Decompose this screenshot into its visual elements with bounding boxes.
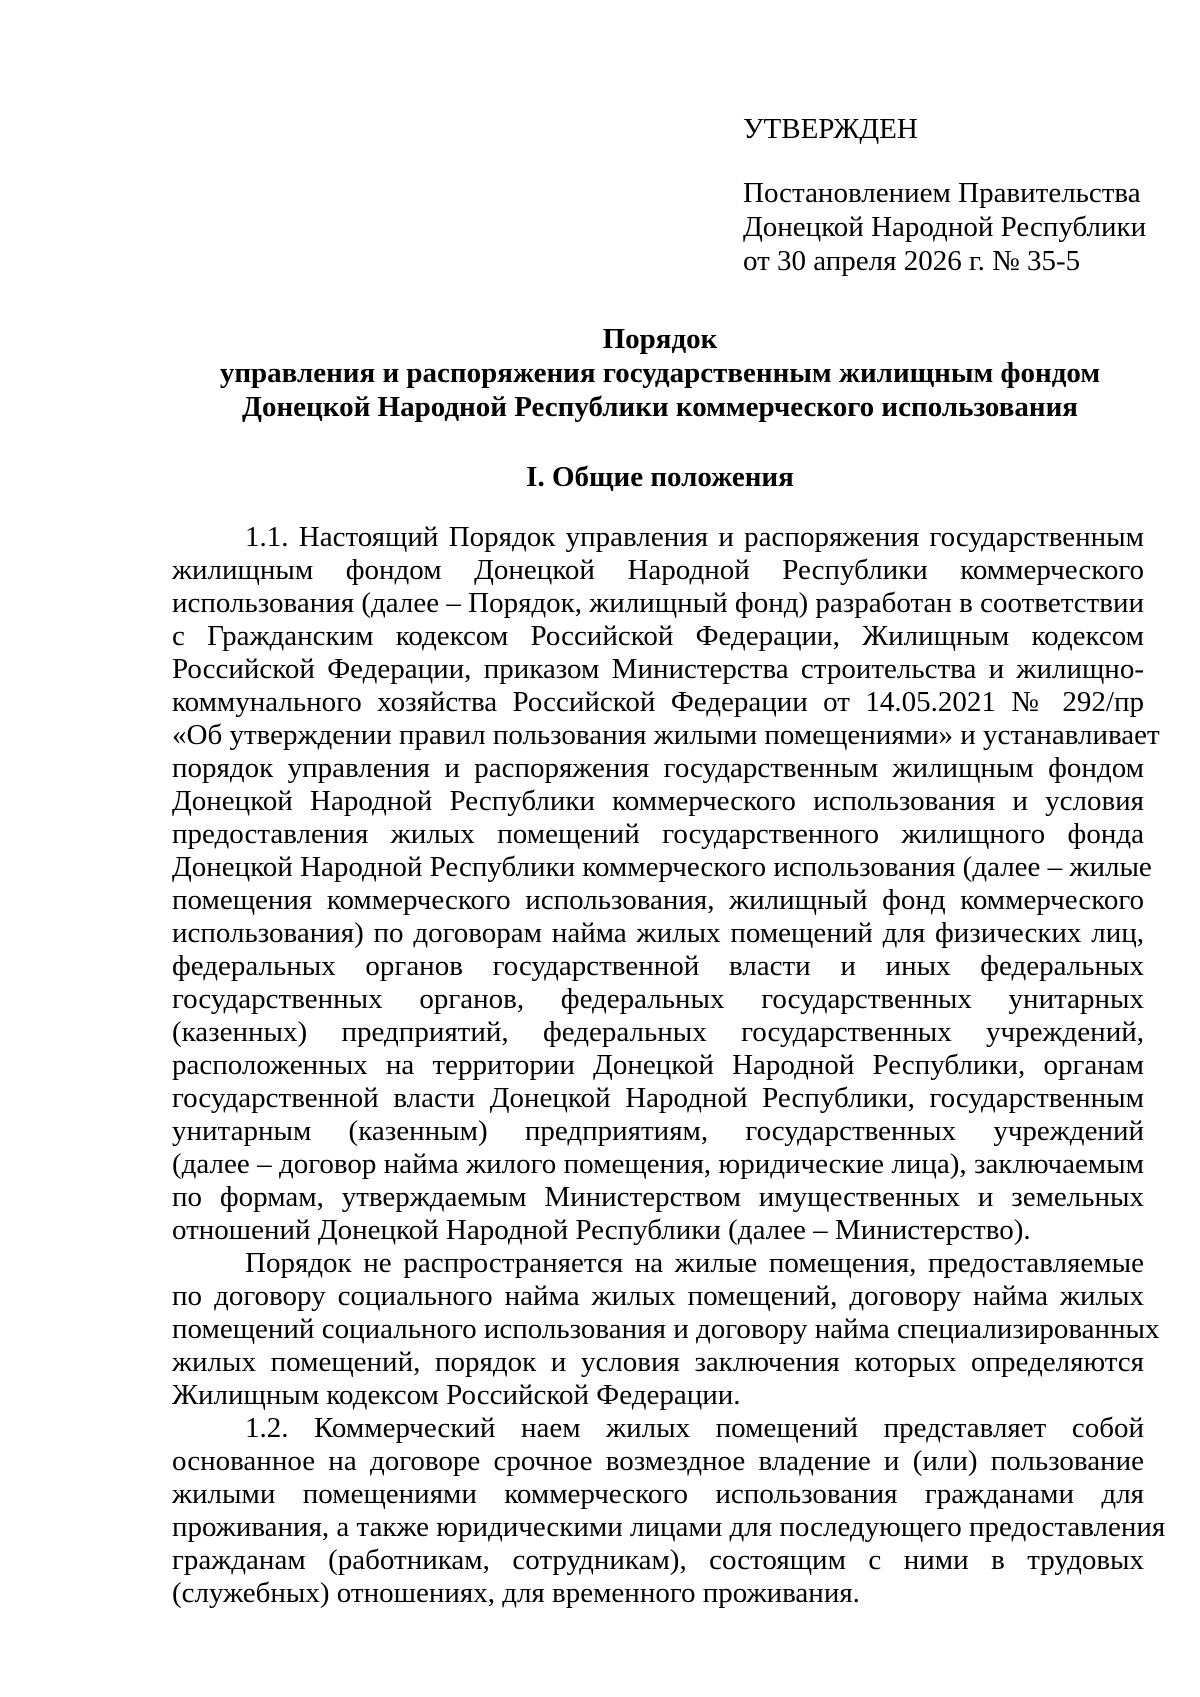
paragraph-line: Порядок не распространяется на жилые помещения, предоставляемые	[245, 1247, 1144, 1279]
paragraph-line: порядок управления и распоряжения государственным жилищным фондом	[172, 752, 1144, 784]
paragraph-line: 1.2. Коммерческий наем жилых помещений представляет собой	[245, 1412, 1144, 1444]
paragraph-line: 1.1. Настоящий Порядок управления и распоряжения государственным	[245, 521, 1144, 553]
paragraph-line: жилыми помещениями коммерческого использования гражданами для	[172, 1478, 1144, 1510]
paragraph-line: отношений Донецкой Народной Республики (далее – Министерство).	[172, 1214, 1031, 1246]
paragraph-line: Жилищным кодексом Российской Федерации.	[172, 1379, 741, 1411]
paragraph-line: проживания, а также юридическими лицами для последующего предоставления	[172, 1511, 1166, 1543]
body-text	[172, 521, 1166, 1610]
title-line: Порядок	[602, 323, 718, 355]
paragraph-line: расположенных на территории Донецкой Народной Республики, органам	[172, 1049, 1144, 1081]
paragraph-line: использования (далее – Порядок, жилищный фонд) разработан в соответствии	[172, 587, 1144, 619]
paragraph-line: федеральных органов государственной власти и иных федеральных	[172, 950, 1144, 982]
paragraph-line: основанное на договоре срочное возмездное владение и (или) пользование	[172, 1445, 1144, 1477]
paragraph	[172, 521, 1160, 1247]
paragraph-line: помещения коммерческого использования, жилищный фонд коммерческого	[172, 884, 1144, 916]
paragraph-line: использования) по договорам найма жилых помещений для физических лиц,	[172, 917, 1144, 949]
paragraph-line: по формам, утверждаемым Министерством имущественных и земельных	[172, 1181, 1144, 1213]
approved-label: УТВЕРЖДЕН	[743, 113, 918, 145]
paragraph	[172, 1412, 1166, 1610]
approval-stamp-block	[743, 112, 1163, 278]
approval-line: Донецкой Народной Республики	[743, 211, 1147, 243]
paragraph	[172, 1247, 1160, 1412]
approval-line: от 30 апреля 2026 г. № 35-5	[743, 245, 1081, 277]
paragraph-line: Российской Федерации, приказом Министерства строительства и жилищно-	[172, 653, 1144, 685]
paragraph-line: «Об утверждении правил пользования жилыми помещениями» и устанавливает	[172, 719, 1160, 751]
paragraph-line: (служебных) отношениях, для временного проживания.	[172, 1577, 860, 1609]
paragraph-line: (далее – договор найма жилого помещения, юридические лица), заключаемым	[172, 1148, 1144, 1180]
paragraph-line: Донецкой Народной Республики коммерческого использования (далее – жилые	[172, 851, 1152, 883]
title-line: Донецкой Народной Республики коммерческого использования	[242, 391, 1078, 423]
paragraph-line: предоставления жилых помещений государственного жилищного фонда	[172, 818, 1144, 850]
paragraph-line: жилых помещений, порядок и условия заключения которых определяются	[172, 1346, 1144, 1378]
paragraph-line: с Гражданским кодексом Российской Федерации, Жилищным кодексом	[172, 620, 1144, 652]
paragraph-line: унитарным (казенным) предприятиям, государственных учреждений	[172, 1115, 1144, 1147]
paragraph-line: гражданам (работникам, сотрудникам), состоящим с ними в трудовых	[172, 1544, 1144, 1576]
document-title	[160, 322, 1160, 424]
paragraph-line: государственной власти Донецкой Народной Республики, государственным	[172, 1082, 1144, 1114]
paragraph-line: коммунального хозяйства Российской Федерации от 14.05.2021 № 292/пр	[172, 686, 1144, 718]
title-line: управления и распоряжения государственным жилищным фондом	[219, 357, 1101, 389]
paragraph-line: жилищным фондом Донецкой Народной Республики коммерческого	[172, 554, 1144, 586]
paragraph-line: Донецкой Народной Республики коммерческого использования и условия	[172, 785, 1144, 817]
paragraph-line: помещений социального использования и договору найма специализированных	[172, 1313, 1160, 1345]
paragraph-line: по договору социального найма жилых помещений, договору найма жилых	[172, 1280, 1144, 1312]
section-heading: I. Общие положения	[526, 461, 794, 493]
paragraph-line: государственных органов, федеральных государственных унитарных	[172, 983, 1144, 1015]
approval-line: Постановлением Правительства	[743, 177, 1141, 209]
paragraph-line: (казенных) предприятий, федеральных государственных учреждений,	[172, 1016, 1144, 1048]
